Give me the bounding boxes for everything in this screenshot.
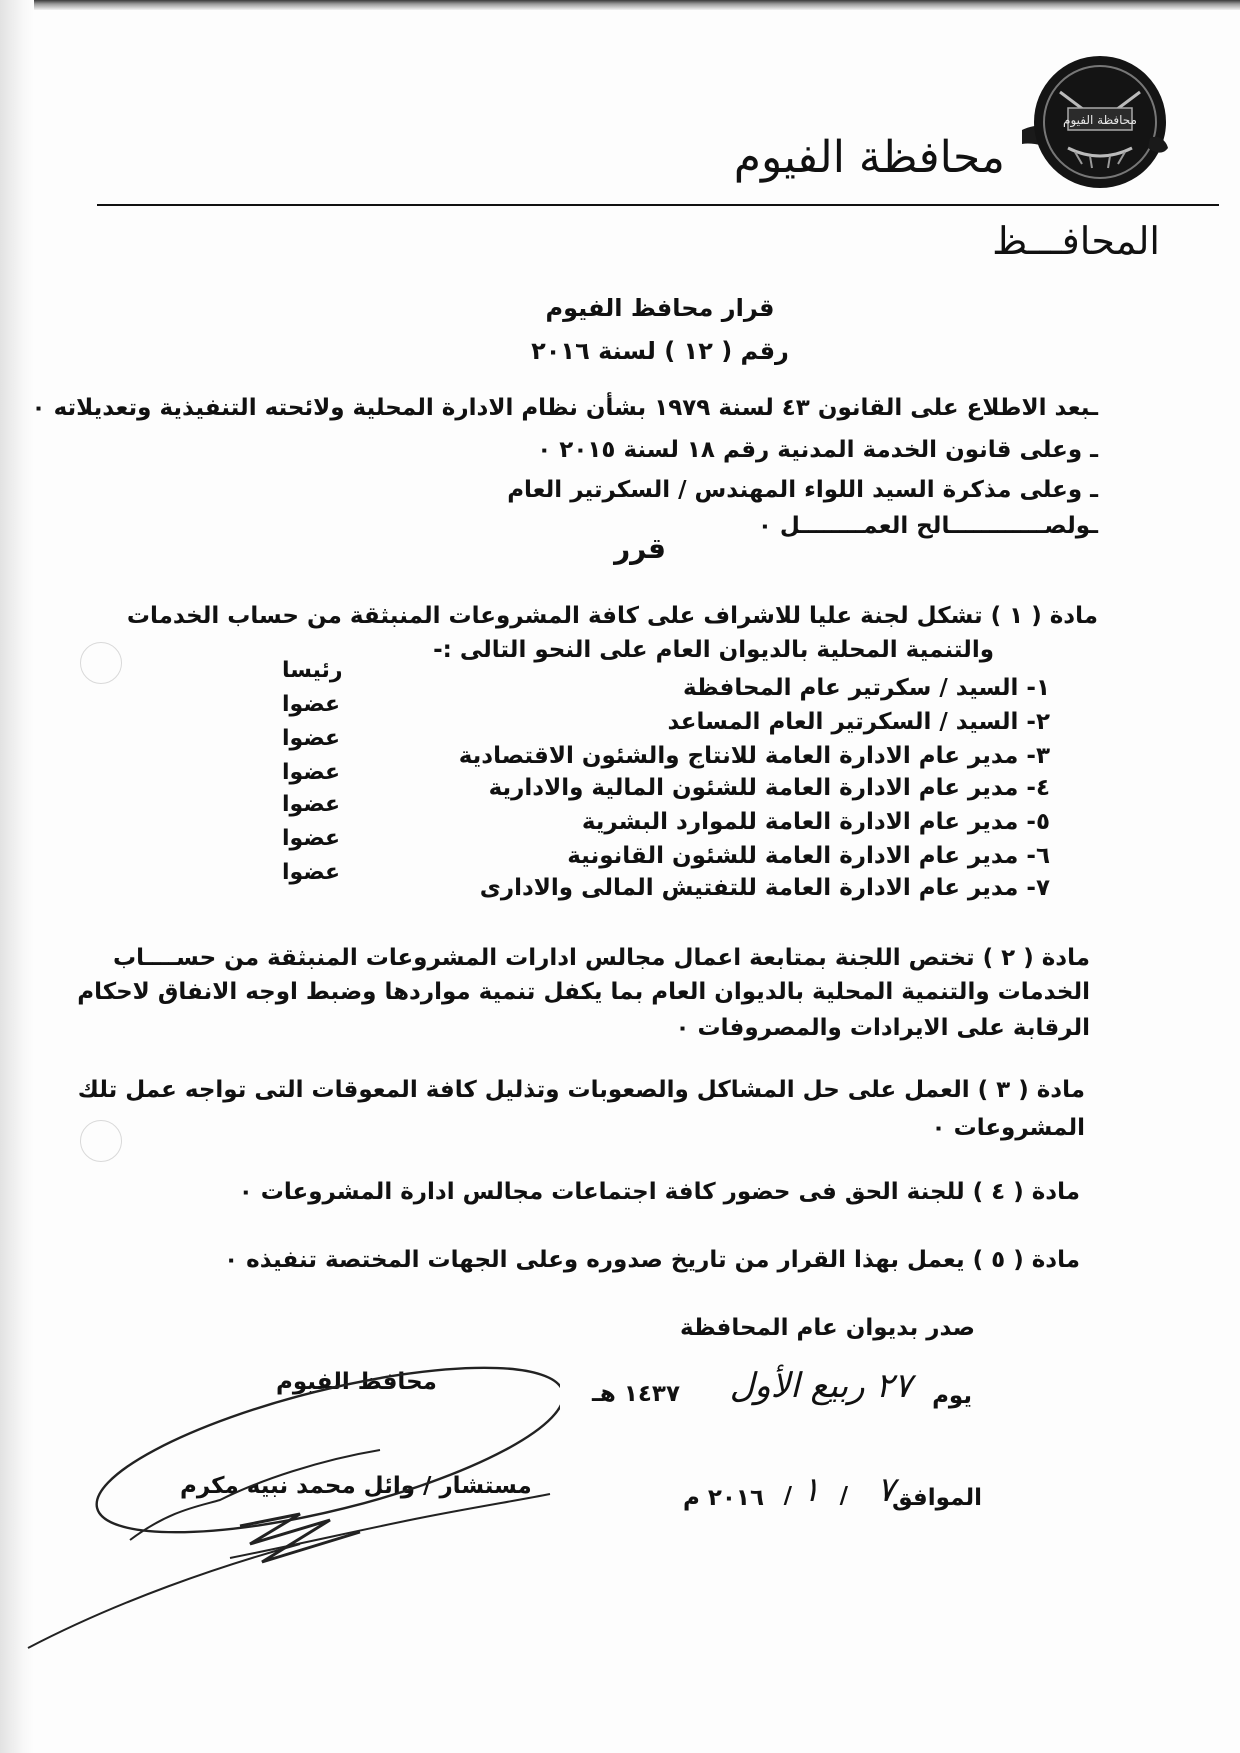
scan-top-edge bbox=[0, 0, 1240, 10]
member-role: عضوا bbox=[282, 726, 341, 751]
article-1-text: مادة ( ١ ) تشكل لجنة عليا للاشراف على كافة المشروعات المنبثقة من حساب الخدمات bbox=[126, 603, 1098, 629]
preamble-line: ـ وعلى مذكرة السيد اللواء المهندس / السكرتير العام bbox=[507, 477, 1098, 503]
member-name: ١- السيد / سكرتير عام المحافظة bbox=[682, 675, 1050, 701]
governorate-emblem bbox=[1020, 52, 1170, 192]
emblem-label: محافظة الفيوم bbox=[1063, 113, 1137, 127]
article-3-text: المشروعات ٠ bbox=[931, 1115, 1085, 1141]
issued-at: صدر بديوان عام المحافظة bbox=[679, 1315, 975, 1341]
article-3-text: مادة ( ٣ ) العمل على حل المشاكل والصعوبات وتذليل كافة المعوقات التى تواجه عمل تلك bbox=[77, 1077, 1085, 1103]
member-role: عضوا bbox=[282, 826, 341, 851]
handwritten-signature bbox=[0, 1330, 560, 1740]
decree-title: قرار محافظ الفيوم bbox=[545, 294, 775, 322]
article-4-text: مادة ( ٤ ) للجنة الحق فى حضور كافة اجتماعات مجالس ادارة المشروعات ٠ bbox=[238, 1179, 1080, 1205]
article-2-text: الخدمات والتنمية المحلية بالديوان العام بما يكفل تنمية مواردها وضبط اوجه الانفاق لاحكام bbox=[77, 979, 1090, 1005]
preamble-line: ـولصــــــــــــالح العمــــــــل ٠ bbox=[757, 513, 1098, 539]
signer-title: محافظ الفيوم bbox=[276, 1369, 437, 1395]
member-role: عضوا bbox=[282, 792, 341, 817]
office-title: المحافـــظ bbox=[992, 219, 1160, 263]
article-2-text: الرقابة على الايرادات والمصروفات ٠ bbox=[675, 1015, 1090, 1041]
member-name: ٣- مدير عام الادارة العامة للانتاج والشئون الاقتصادية bbox=[458, 743, 1050, 769]
header-divider bbox=[97, 204, 1219, 206]
preamble-line: ـبعد الاطلاع على القانون ٤٣ لسنة ١٩٧٩ بشأن نظام الادارة المحلية ولائحته التنفيذية وتعديلاته ٠ bbox=[31, 395, 1098, 421]
member-name: ٥- مدير عام الادارة العامة للموارد البشرية bbox=[581, 809, 1050, 835]
preamble-line: ـ وعلى قانون الخدمة المدنية رقم ١٨ لسنة ٢٠١٥ ٠ bbox=[537, 437, 1098, 463]
member-name: ٤- مدير عام الادارة العامة للشئون المالية والادارية bbox=[488, 775, 1050, 801]
gregorian-day: ٧ bbox=[876, 1470, 895, 1510]
decree-number: رقم ( ١٢ ) لسنة ٢٠١٦ bbox=[531, 337, 789, 365]
hijri-year: ١٤٣٧ هـ bbox=[592, 1381, 680, 1407]
member-role: عضوا bbox=[282, 760, 341, 785]
decision-heading: قرر bbox=[614, 532, 666, 565]
punch-hole-mark bbox=[80, 1120, 122, 1162]
member-name: ٢- السيد / السكرتير العام المساعد bbox=[667, 709, 1050, 735]
date-separator: / bbox=[783, 1483, 792, 1509]
hijri-date-handwritten: ٢٧ ربيع الأول bbox=[729, 1366, 912, 1406]
article-1-text: والتنمية المحلية بالديوان العام على النحو التالى :- bbox=[433, 637, 994, 663]
governorate-name: محافظة الفيوم bbox=[733, 132, 1005, 183]
member-name: ٦- مدير عام الادارة العامة للشئون القانونية bbox=[567, 843, 1050, 869]
hijri-date-label: يوم bbox=[932, 1383, 972, 1409]
member-role: عضوا bbox=[282, 692, 341, 717]
article-5-text: مادة ( ٥ ) يعمل بهذا القرار من تاريخ صدوره وعلى الجهات المختصة تنفيذه ٠ bbox=[224, 1247, 1080, 1273]
member-role: رئيسا bbox=[282, 658, 343, 683]
punch-hole-mark bbox=[80, 642, 122, 684]
date-separator: / bbox=[839, 1483, 848, 1509]
gregorian-date-label: الموافق bbox=[891, 1485, 982, 1511]
gregorian-year: ٢٠١٦ م bbox=[682, 1485, 764, 1511]
signer-name: مستشار / وائل محمد نبيه مكرم bbox=[180, 1473, 532, 1499]
member-name: ٧- مدير عام الادارة العامة للتفتيش المالى والادارى bbox=[479, 875, 1050, 901]
gregorian-month: ١ bbox=[801, 1470, 820, 1510]
member-role: عضوا bbox=[282, 860, 341, 885]
article-2-text: مادة ( ٢ ) تختص اللجنة بمتابعة اعمال مجالس ادارات المشروعات المنبثقة من حســــاب bbox=[112, 945, 1090, 971]
